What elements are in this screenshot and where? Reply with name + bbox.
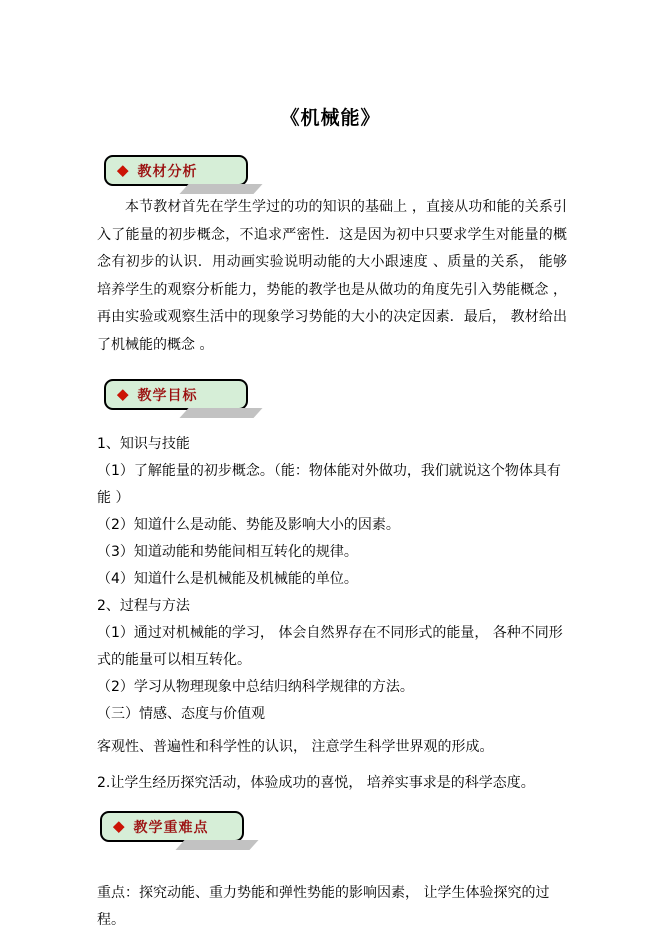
values-paragraph-2: 2.让学生经历探究活动，体验成功的喜悦， 培养实事求是的科学态度。 — [97, 775, 535, 791]
objective-line: （2）知道什么是动能、势能及影响大小的因素。 — [97, 517, 400, 533]
values-paragraph-1: 客观性、普遍性和科学性的认识， 注意学生科学世界观的形成。 — [97, 739, 494, 755]
objective-line: （三）情感、态度与价值观 — [97, 706, 265, 722]
section-header-textbook-analysis — [104, 155, 248, 186]
section-heading-teaching-objectives: 教学目标 — [137, 387, 198, 404]
objective-line: （1）了解能量的初步概念。（能：物体能对外做功，我们就说这个物体具有能 ） — [97, 463, 561, 506]
key-points-paragraph: 重点：探究动能、重力势能和弹性势能的影响因素， 让学生体验探究的过程。 — [97, 885, 550, 928]
objective-line: 2、过程与方法 — [97, 598, 190, 614]
diamond-icon: ◆ — [117, 385, 129, 403]
teaching-objectives-list — [0, 431, 661, 728]
objective-line: （4）知道什么是机械能及机械能的单位。 — [97, 571, 358, 587]
objective-line: （2）学习从物理现象中总结归纳科学规律的方法。 — [97, 679, 414, 695]
objective-line: 1、知识与技能 — [97, 436, 190, 452]
section-heading-textbook-analysis: 教材分析 — [137, 163, 198, 180]
section-heading-key-difficult-points: 教学重难点 — [133, 819, 209, 836]
page-title: 《机械能》 — [280, 107, 381, 129]
diamond-icon: ◆ — [117, 161, 129, 179]
section-header-teaching-objectives — [104, 379, 248, 410]
section-header-key-difficult-points — [100, 811, 244, 842]
objective-line: （3）知道动能和势能间相互转化的规律。 — [97, 544, 358, 560]
diamond-icon: ◆ — [113, 817, 125, 835]
textbook-analysis-paragraph: 本节教材首先在学生学过的功的知识的基础上 ，直接从功和能的关系引入了能量的初步概念，不追求严密性．这是因为初中只要求学生对能量的概念有初步的认识．用动画实验说明动能的大小跟速度 、质量的关系， 能够培养学生的观察分析能力，势能的教学也是从做功的角度先引入势能概念 ，再由实验或观察生活中的现象学习势能的大小的决定因素．最后， 教材给出了机械能的概念 。 — [97, 199, 567, 353]
objective-line: （1）通过对机械能的学习， 体会自然界存在不同形式的能量， 各种不同形式的能量可以相互转化。 — [97, 625, 563, 668]
